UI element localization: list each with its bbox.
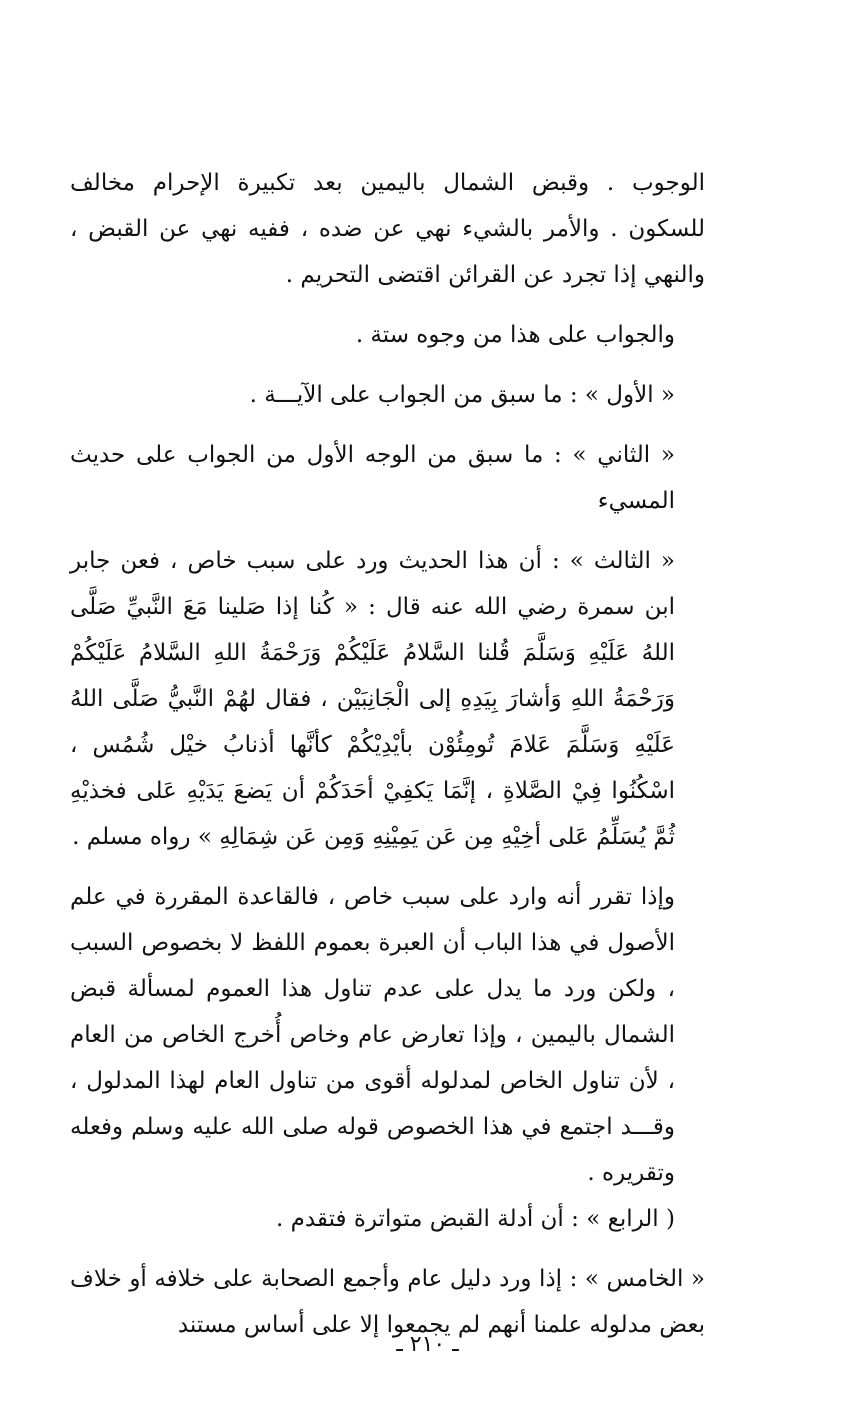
paragraph-8: « الخامس » : إذا ورد دليل عام وأجمع الصحابة على خلافه أو خلاف بعض مدلوله علمنا أنهم لم يجمعوا إلا على أساس مستند — [70, 1266, 705, 1338]
paragraph-6: وإذا تقرر أنه وارد على سبب خاص ، فالقاعدة المقررة في علم الأصول في هذا الباب أن العبرة بعموم اللفظ لا بخصوص السبب ، ولكن ورد ما يدل على عدم تناول هذا العموم لمسألة قبض الشمال باليمين ، وإذا تعارض عام وخاص أُخرج الخاص من العام ، لأن تناول الخاص لمدلوله أقوى من تناول العام لهذا المدلول ، وقـــد اجتمع في هذا الخصوص قوله صلى الله عليه وسلم وفعله وتقريره . — [70, 884, 675, 1186]
paragraph-3: « الأول » : ما سبق من الجواب على الآيـــة . — [249, 382, 675, 408]
paragraph-5: « الثالث » : أن هذا الحديث ورد على سبب خاص ، فعن جابر ابن سمرة رضي الله عنه قال : « كُنا إذا صَلينا مَعَ النَّبيِّ صَلَّى اللهُ عَلَيْهِ وَسَلَّمَ قُلنا السَّلامُ عَلَيْكُمْ وَرَحْمَةُ اللهِ السَّلامُ عَلَيْكُمْ وَرَحْمَةُ اللهِ وَأشارَ بِيَدِهِ إلى الْجَانِبَيْن ، فقال لهُمْ النَّبيُّ صَلَّى اللهُ عَلَيْهِ وَسَلَّمَ عَلامَ تُومِئُوْن بأيْدِيْكُمْ كأنَّها أذنابُ خيْل شُمُس ، اسْكُنُوا فِيْ الصَّلاةِ ، إنَّمَا يَكفِيْ أحَدَكُمْ أن يَضعَ يَدَيْهِ عَلى فخذيْهِ ثُمَّ يُسَلِّمُ عَلى أخِيْهِ مِن عَن يَمِيْنِهِ وَمِن عَن شِمَالِهِ » رواه مسلم . — [70, 548, 675, 850]
paragraph-1: الوجوب . وقبض الشمال باليمين بعد تكبيرة الإحرام مخالف للسكون . والأمر بالشيء نهي عن ضده ، ففيه نهي عن القبض ، والنهي إذا تجرد عن القرائن اقتضى التحريم . — [70, 170, 705, 288]
paragraph-7: ( الرابع » : أن أدلة القبض متواترة فتقدم . — [276, 1206, 675, 1232]
page-number: ـ ٢١٠ ـ — [396, 1332, 459, 1357]
page-text — [70, 160, 705, 1348]
paragraph-4: « الثاني » : ما سبق من الوجه الأول من الجواب على حديث المسيء — [70, 442, 675, 514]
paragraph-2: والجواب على هذا من وجوه ستة . — [355, 322, 675, 348]
